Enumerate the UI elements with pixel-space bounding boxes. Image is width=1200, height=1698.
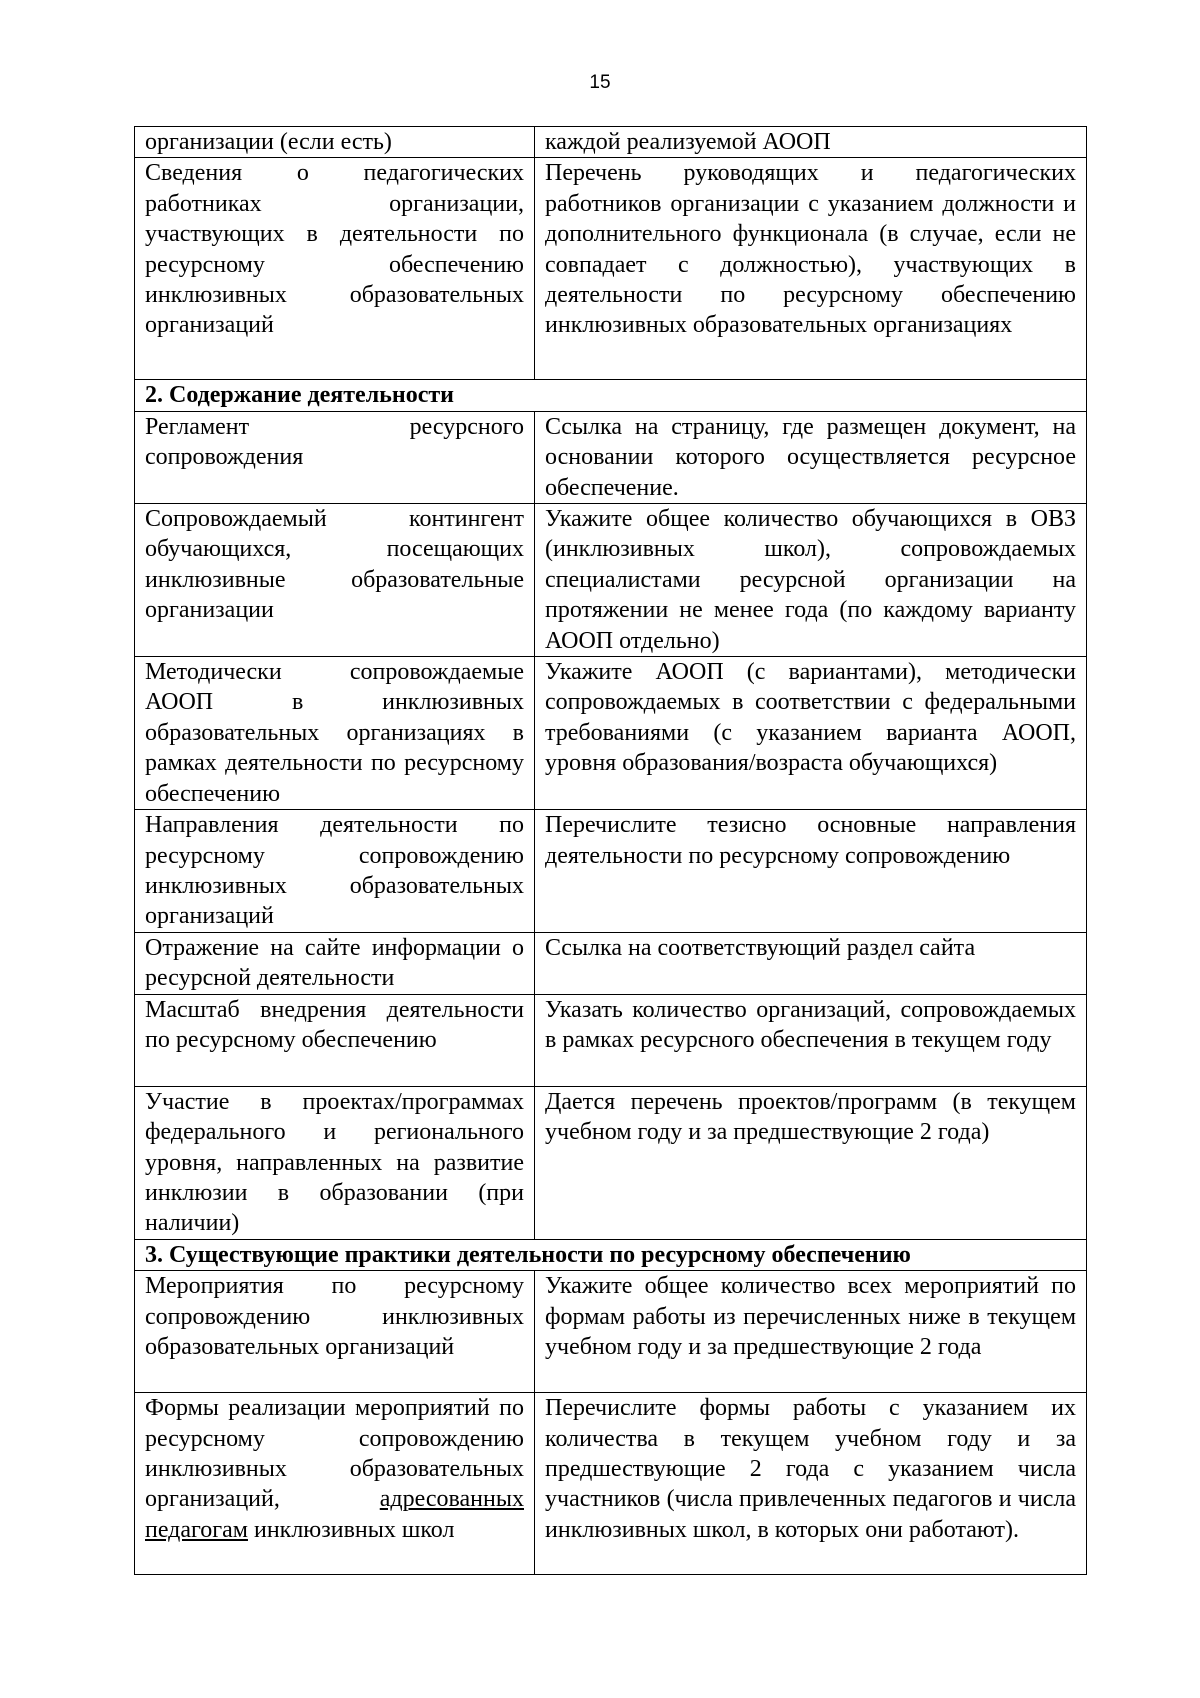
row-description: Перечислите тезисно основные направления деятельности по ресурсному сопровождению bbox=[535, 810, 1087, 933]
page-number: 15 bbox=[589, 72, 611, 93]
row-label bbox=[135, 1393, 535, 1575]
row-label-text: инклюзивных школ bbox=[247, 1516, 455, 1543]
row-description: каждой реализуемой АООП bbox=[535, 127, 1087, 158]
row-description: Ссылка на страницу, где размещен документ, на основании которого осуществляется ресурсное обеспечение. bbox=[535, 411, 1087, 503]
table-row bbox=[135, 932, 1087, 994]
row-label: Методически сопровождаемые АООП в инклюзивных образовательных организациях в рамках деятельности по ресурсному обеспечению bbox=[135, 657, 535, 810]
table-row bbox=[135, 127, 1087, 158]
row-label: Отражение на сайте информации о ресурсной деятельности bbox=[135, 932, 535, 994]
row-label: Участие в проектах/программах федерального и регионального уровня, направленных на развитие инклюзии в образовании (при наличии) bbox=[135, 1086, 535, 1239]
table-row bbox=[135, 1271, 1087, 1393]
row-description: Ссылка на соответствующий раздел сайта bbox=[535, 932, 1087, 994]
underlined-phrase: адресованных педагогам bbox=[145, 1486, 524, 1543]
table-row bbox=[135, 411, 1087, 503]
table-row bbox=[135, 994, 1087, 1086]
row-description: Укажите общее количество всех мероприятий по формам работы из перечисленных ниже в текущем учебном году и за предшествующие 2 года bbox=[535, 1271, 1087, 1393]
section-title: 2. Содержание деятельности bbox=[135, 380, 1087, 411]
table-row bbox=[135, 158, 1087, 380]
table-row bbox=[135, 1393, 1087, 1575]
section-header-row bbox=[135, 380, 1087, 411]
row-description: Укажите АООП (с вариантами), методически сопровождаемых в соответствии с федеральными требованиями (с указанием варианта АООП, уровня образования/возраста обучающихся) bbox=[535, 657, 1087, 810]
table-row bbox=[135, 810, 1087, 933]
row-label: Регламент ресурсного сопровождения bbox=[135, 411, 535, 503]
row-label: Сопровождаемый контингент обучающихся, посещающих инклюзивные образовательные организации bbox=[135, 504, 535, 657]
row-label-text: Формы реализации мероприятий по ресурсному сопровождению инклюзивных образовательных организаций, bbox=[145, 1395, 524, 1513]
table-row bbox=[135, 504, 1087, 657]
requirements-table bbox=[134, 126, 1087, 1575]
row-label: организации (если есть) bbox=[135, 127, 535, 158]
row-description: Укажите общее количество обучающихся в ОВЗ (инклюзивных школ), сопровождаемых специалистами ресурсной организации на протяжении не менее года (по каждому варианту АООП отдельно) bbox=[535, 504, 1087, 657]
row-label: Направления деятельности по ресурсному сопровождению инклюзивных образовательных организаций bbox=[135, 810, 535, 933]
section-title: 3. Существующие практики деятельности по ресурсному обеспечению bbox=[135, 1239, 1087, 1270]
row-description: Перечень руководящих и педагогических работников организации с указанием должности и дополнительного функционала (в случае, если не совпадает с должностью), участвующих в деятельности по ресурсному обеспечению инклюзивных образовательных организациях bbox=[535, 158, 1087, 380]
row-label: Мероприятия по ресурсному сопровождению инклюзивных образовательных организаций bbox=[135, 1271, 535, 1393]
row-label: Сведения о педагогических работниках организации, участвующих в деятельности по ресурсному обеспечению инклюзивных образовательных организаций bbox=[135, 158, 535, 380]
table-row bbox=[135, 1086, 1087, 1239]
table-row bbox=[135, 657, 1087, 810]
row-label: Масштаб внедрения деятельности по ресурсному обеспечению bbox=[135, 994, 535, 1086]
row-description: Дается перечень проектов/программ (в текущем учебном году и за предшествующие 2 года) bbox=[535, 1086, 1087, 1239]
row-description: Указать количество организаций, сопровождаемых в рамках ресурсного обеспечения в текущем году bbox=[535, 994, 1087, 1086]
row-description: Перечислите формы работы с указанием их количества в текущем учебном году и за предшествующие 2 года с указанием числа участников (числа привлеченных педагогов и числа инклюзивных школ, в которых они работают). bbox=[535, 1393, 1087, 1575]
section-header-row bbox=[135, 1239, 1087, 1270]
